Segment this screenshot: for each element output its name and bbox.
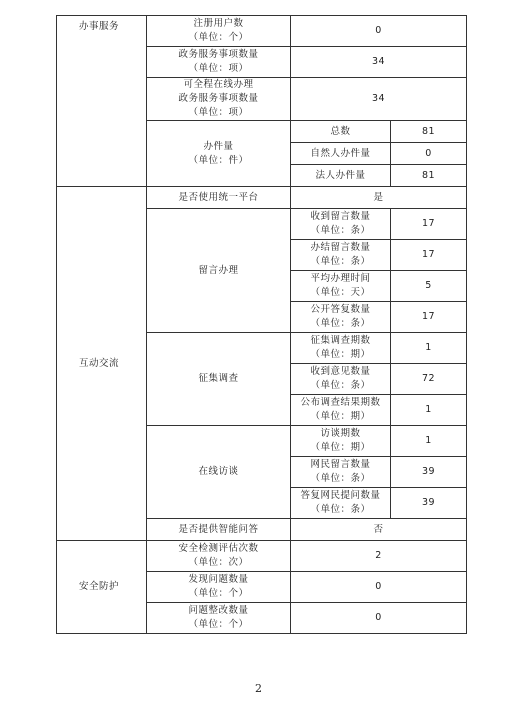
row-label-online-items: 可全程在线办理 政务服务事项数量 （单位：项） [147, 78, 291, 121]
value-registered-users: 0 [291, 16, 467, 47]
row-label-messages: 留言办理 [147, 209, 291, 333]
value-issues-fixed: 0 [291, 603, 467, 634]
sub-label-survey-opinions: 收到意见数量 （单位：条） [291, 364, 391, 395]
sub-label-interview-periods: 访谈期数 （单位：期） [291, 426, 391, 457]
row-label-gov-items: 政务服务事项数量 （单位：项） [147, 47, 291, 78]
sub-label-netizen-msgs: 网民留言数量 （单位：条） [291, 457, 391, 488]
value-survey-periods: 1 [391, 333, 467, 364]
section-label-interaction: 互动交流 [57, 187, 147, 541]
value-cases-natural: 0 [391, 143, 467, 165]
sub-label-answers: 答复网民提问数量 （单位：条） [291, 488, 391, 519]
value-cases-total: 81 [391, 121, 467, 143]
value-answers: 39 [391, 488, 467, 519]
row-label-unified-platform: 是否使用统一平台 [147, 187, 291, 209]
sub-label-public-replies: 公开答复数量 （单位：条） [291, 302, 391, 333]
sub-label-cases-total: 总数 [291, 121, 391, 143]
row-label-issues-fixed: 问题整改数量 （单位：个） [147, 603, 291, 634]
row-label-interview: 在线访谈 [147, 426, 291, 519]
row-label-survey: 征集调查 [147, 333, 291, 426]
value-msg-handled: 17 [391, 240, 467, 271]
value-cases-legal: 81 [391, 165, 467, 187]
sub-label-cases-legal: 法人办件量 [291, 165, 391, 187]
value-smart-qa: 否 [291, 519, 467, 541]
page-number: 2 [255, 682, 262, 695]
row-label-issues-found: 发现问题数量 （单位：个） [147, 572, 291, 603]
value-netizen-msgs: 39 [391, 457, 467, 488]
sub-label-msg-handled: 办结留言数量 （单位：条） [291, 240, 391, 271]
value-issues-found: 0 [291, 572, 467, 603]
value-gov-items: 34 [291, 47, 467, 78]
sub-label-survey-periods: 征集调查期数 （单位：期） [291, 333, 391, 364]
value-survey-results: 1 [391, 395, 467, 426]
value-interview-periods: 1 [391, 426, 467, 457]
value-public-replies: 17 [391, 302, 467, 333]
row-label-registered-users: 注册用户数 （单位：个） [147, 16, 291, 47]
row-label-smart-qa: 是否提供智能问答 [147, 519, 291, 541]
value-avg-time: 5 [391, 271, 467, 302]
section-label-service: 办事服务 [57, 16, 147, 187]
section-label-security: 安全防护 [57, 541, 147, 634]
row-label-assessments: 安全检测评估次数 （单位：次） [147, 541, 291, 572]
value-msg-received: 17 [391, 209, 467, 240]
sub-label-survey-results: 公布调查结果期数 （单位：期） [291, 395, 391, 426]
sub-label-avg-time: 平均办理时间 （单位：天） [291, 271, 391, 302]
sub-label-msg-received: 收到留言数量 （单位：条） [291, 209, 391, 240]
value-unified-platform: 是 [291, 187, 467, 209]
value-survey-opinions: 72 [391, 364, 467, 395]
value-assessments: 2 [291, 541, 467, 572]
row-label-cases: 办件量 （单位：件） [147, 121, 291, 187]
statistics-table [56, 15, 466, 634]
value-online-items: 34 [291, 78, 467, 121]
sub-label-cases-natural: 自然人办件量 [291, 143, 391, 165]
